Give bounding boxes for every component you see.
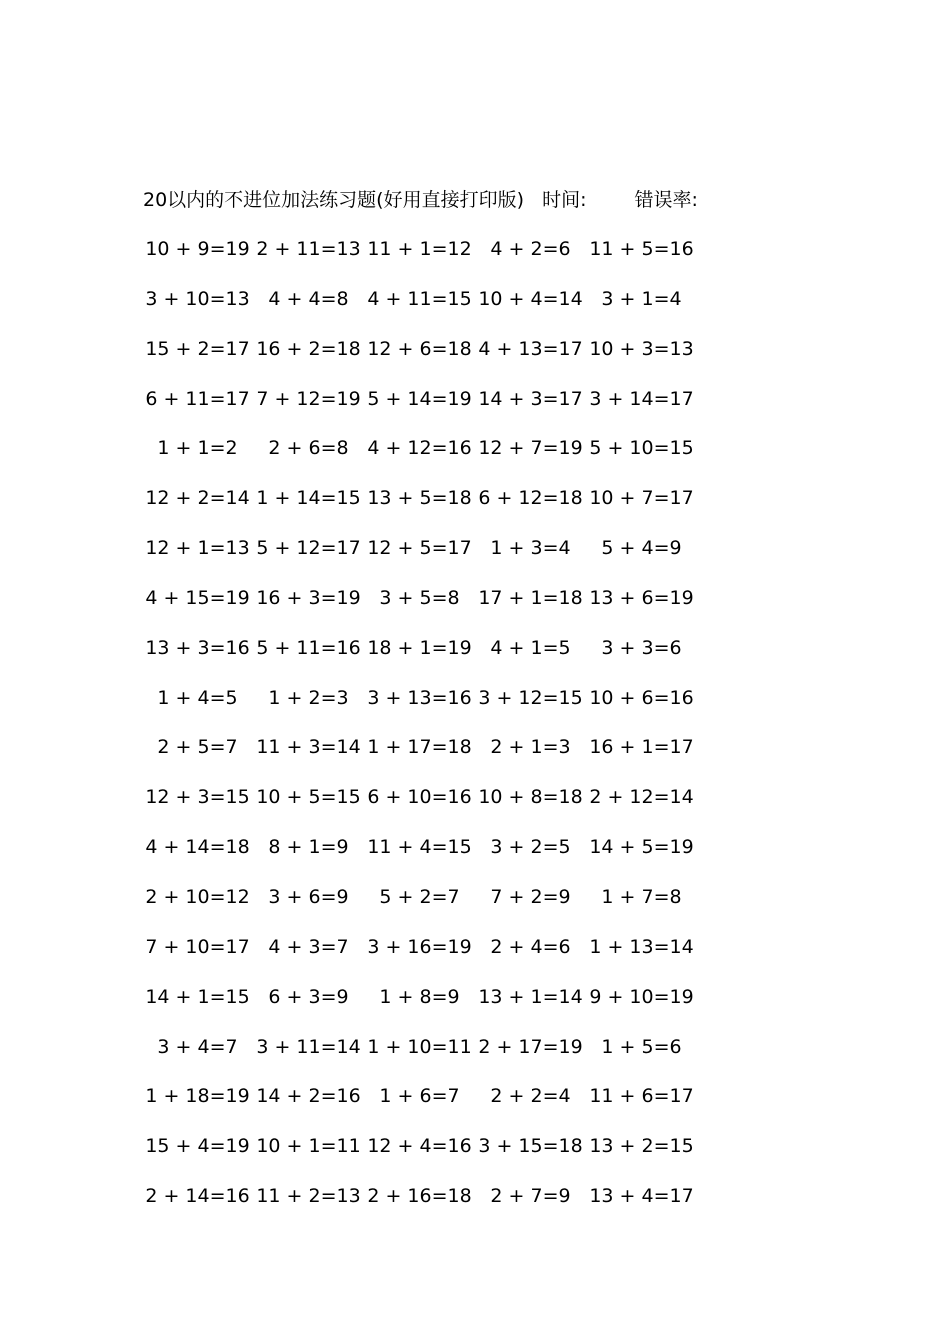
addition-problem: 12 + 4=16 (367, 1135, 472, 1158)
addition-problem: 1 + 1=2 (157, 437, 238, 460)
addition-problem: 3 + 1=4 (601, 287, 682, 310)
addition-problem: 4 + 2=6 (490, 238, 571, 260)
addition-problem: 15 + 4=19 (145, 1135, 250, 1158)
addition-problem: 1 + 13=14 (589, 935, 694, 958)
addition-problem: 5 + 14=19 (367, 387, 472, 410)
addition-problem: 10 + 6=16 (589, 686, 694, 709)
addition-problem: 4 + 14=18 (145, 836, 250, 859)
addition-problem: 4 + 11=15 (367, 287, 472, 310)
addition-problem: 15 + 2=17 (145, 337, 250, 360)
addition-problem: 13 + 3=16 (145, 636, 250, 659)
addition-problem: 1 + 2=3 (268, 686, 349, 709)
addition-problem: 3 + 12=15 (478, 686, 583, 709)
addition-problem: 5 + 4=9 (601, 537, 682, 560)
addition-problem: 12 + 3=15 (145, 786, 250, 809)
addition-problem: 12 + 2=14 (145, 487, 250, 510)
addition-problem: 1 + 14=15 (256, 487, 361, 510)
addition-problem: 2 + 14=16 (145, 1185, 250, 1208)
addition-problem: 4 + 1=5 (490, 636, 571, 659)
addition-problem: 6 + 12=18 (478, 487, 583, 510)
addition-problem: 10 + 9=19 (145, 238, 250, 260)
addition-problem: 12 + 1=13 (145, 537, 250, 560)
addition-problem: 3 + 2=5 (490, 836, 571, 859)
addition-problem: 14 + 1=15 (145, 985, 250, 1008)
addition-problem: 12 + 5=17 (367, 537, 472, 560)
addition-problem: 16 + 1=17 (589, 736, 694, 759)
addition-problem: 14 + 2=16 (256, 1085, 361, 1108)
addition-problem: 2 + 1=3 (490, 736, 571, 759)
addition-problem: 3 + 14=17 (589, 387, 694, 410)
addition-problem: 6 + 11=17 (145, 387, 250, 410)
addition-problem: 11 + 4=15 (367, 836, 472, 859)
addition-problem: 3 + 15=18 (478, 1135, 583, 1158)
addition-problem: 10 + 1=11 (256, 1135, 361, 1158)
addition-problem: 3 + 5=8 (379, 586, 460, 609)
addition-problem: 2 + 11=13 (256, 238, 361, 260)
addition-problem: 1 + 5=6 (601, 1035, 682, 1058)
addition-problem: 2 + 17=19 (478, 1035, 583, 1058)
worksheet-header (143, 186, 698, 214)
addition-problem: 2 + 12=14 (589, 786, 694, 809)
addition-problem: 10 + 3=13 (589, 337, 694, 360)
addition-problem: 5 + 2=7 (379, 885, 460, 908)
addition-problem: 11 + 2=13 (256, 1185, 361, 1208)
addition-problem: 1 + 4=5 (157, 686, 238, 709)
addition-problem: 7 + 2=9 (490, 885, 571, 908)
addition-problem: 6 + 3=9 (268, 985, 349, 1008)
addition-problem: 9 + 10=19 (589, 985, 694, 1008)
addition-problem: 11 + 5=16 (589, 238, 694, 260)
addition-problem: 4 + 13=17 (478, 337, 583, 360)
addition-problem: 1 + 7=8 (601, 885, 682, 908)
addition-problem: 4 + 15=19 (145, 586, 250, 609)
addition-problem: 3 + 6=9 (268, 885, 349, 908)
addition-problem: 11 + 1=12 (367, 238, 472, 260)
addition-problem: 1 + 6=7 (379, 1085, 460, 1108)
addition-problem: 14 + 5=19 (589, 836, 694, 859)
addition-problem: 4 + 3=7 (268, 935, 349, 958)
addition-problem: 2 + 7=9 (490, 1185, 571, 1208)
addition-problem: 2 + 4=6 (490, 935, 571, 958)
addition-problem: 4 + 12=16 (367, 437, 472, 460)
addition-problem: 14 + 3=17 (478, 387, 583, 410)
addition-problem: 1 + 18=19 (145, 1085, 250, 1108)
worksheet-title: 20以内的不进位加法练习题(好用直接打印版) (143, 189, 525, 211)
addition-problem: 10 + 5=15 (256, 786, 361, 809)
addition-problem: 13 + 2=15 (589, 1135, 694, 1158)
addition-problem: 13 + 4=17 (589, 1185, 694, 1208)
addition-problem: 2 + 5=7 (157, 736, 238, 759)
addition-problem: 3 + 13=16 (367, 686, 472, 709)
addition-problem: 13 + 5=18 (367, 487, 472, 510)
addition-problem: 5 + 11=16 (256, 636, 361, 659)
addition-problem: 11 + 6=17 (589, 1085, 694, 1108)
addition-problem: 2 + 10=12 (145, 885, 250, 908)
addition-problem: 10 + 4=14 (478, 287, 583, 310)
addition-problem: 13 + 6=19 (589, 586, 694, 609)
addition-problem: 6 + 10=16 (367, 786, 472, 809)
addition-problem: 7 + 12=19 (256, 387, 361, 410)
addition-problem: 3 + 4=7 (157, 1035, 238, 1058)
addition-problem: 16 + 2=18 (256, 337, 361, 360)
time-label: 时间: (542, 189, 587, 211)
addition-problem: 18 + 1=19 (367, 636, 472, 659)
addition-problem: 1 + 10=11 (367, 1035, 472, 1058)
addition-problem: 4 + 4=8 (268, 287, 349, 310)
addition-problem: 1 + 17=18 (367, 736, 472, 759)
addition-problem: 1 + 3=4 (490, 537, 571, 560)
addition-problem: 2 + 6=8 (268, 437, 349, 460)
addition-problem: 10 + 8=18 (478, 786, 583, 809)
addition-problem: 7 + 10=17 (145, 935, 250, 958)
addition-problem: 3 + 11=14 (256, 1035, 361, 1058)
addition-problem: 10 + 7=17 (589, 487, 694, 510)
addition-problem: 3 + 3=6 (601, 636, 682, 659)
addition-problem: 5 + 10=15 (589, 437, 694, 460)
addition-problem: 2 + 2=4 (490, 1085, 571, 1108)
addition-problem: 13 + 1=14 (478, 985, 583, 1008)
addition-problem: 2 + 16=18 (367, 1185, 472, 1208)
error-rate-label: 错误率: (634, 189, 698, 211)
addition-problem: 1 + 8=9 (379, 985, 460, 1008)
addition-problem: 12 + 7=19 (478, 437, 583, 460)
addition-problem: 12 + 6=18 (367, 337, 472, 360)
addition-problem: 3 + 10=13 (145, 287, 250, 310)
addition-problem: 16 + 3=19 (256, 586, 361, 609)
addition-problem: 11 + 3=14 (256, 736, 361, 759)
addition-problem: 5 + 12=17 (256, 537, 361, 560)
addition-problem: 3 + 16=19 (367, 935, 472, 958)
addition-problem: 8 + 1=9 (268, 836, 349, 859)
addition-problem: 17 + 1=18 (478, 586, 583, 609)
